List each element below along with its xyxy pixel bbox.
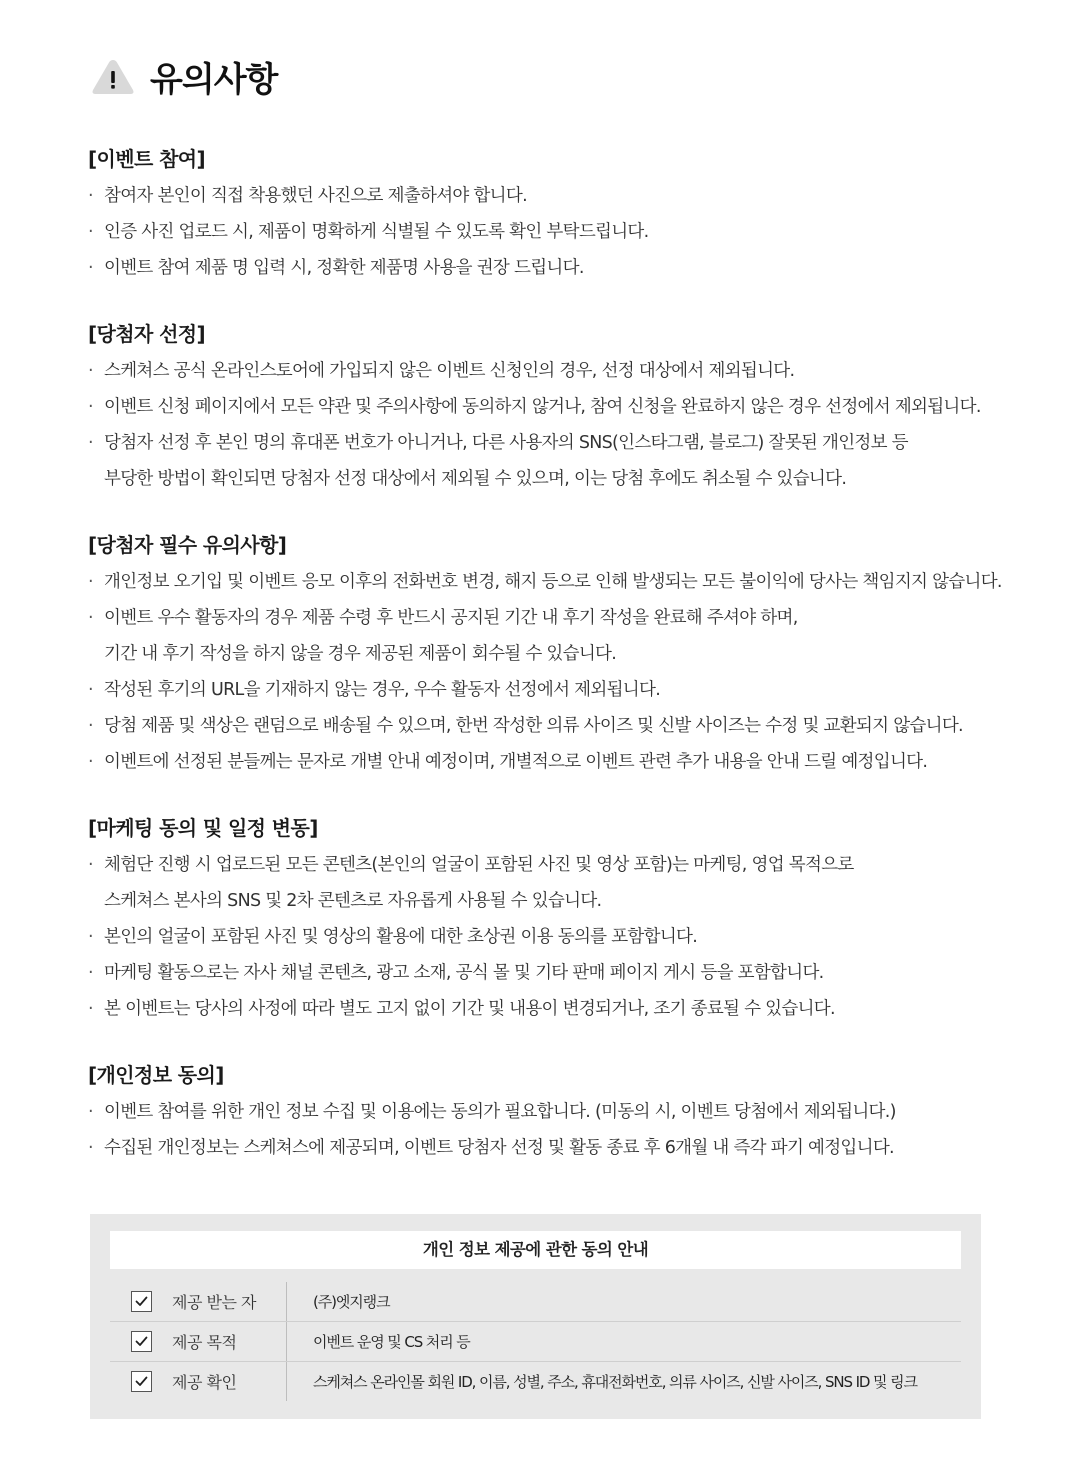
consent-box xyxy=(90,1214,981,1419)
checkmark-icon xyxy=(134,1294,149,1309)
section-title: [당첨자 필수 유의사항] xyxy=(88,533,287,557)
checkmark-icon xyxy=(134,1374,149,1389)
notice-item: · 당첨자 선정 후 본인 명의 휴대폰 번호가 아니거나, 다른 사용자의 SNS(인스타그램, 블로그) 잘못된 개인정보 등 부당한 방법이 확인되면 당첨자 선정 대상에서 제외될 수 있으며, 이는 당첨 후에도 취소될 수 있습니다. xyxy=(88,425,1028,497)
notice-item: · 스케쳐스 공식 온라인스토어에 가입되지 않은 이벤트 신청인의 경우, 선정 대상에서 제외됩니다. xyxy=(88,353,1028,389)
consent-checkbox[interactable] xyxy=(131,1331,152,1352)
section-title: [마케팅 동의 및 일정 변동] xyxy=(88,816,318,840)
consent-row-value: (주)엣지랭크 xyxy=(313,1293,390,1311)
notice-header xyxy=(90,52,277,101)
notice-section xyxy=(88,813,1028,1027)
notice-section xyxy=(88,1060,1028,1166)
notice-item: · 당첨 제품 및 색상은 랜덤으로 배송될 수 있으며, 한번 작성한 의류 사이즈 및 신발 사이즈는 수정 및 교환되지 않습니다. xyxy=(88,708,1028,744)
consent-title: 개인 정보 제공에 관한 동의 안내 xyxy=(110,1231,961,1269)
consent-row-value: 이벤트 운영 및 CS 처리 등 xyxy=(313,1333,470,1351)
section-title: [개인정보 동의] xyxy=(88,1063,224,1087)
column-divider xyxy=(286,1322,287,1361)
notice-item: · 이벤트 참여 제품 명 입력 시, 정확한 제품명 사용을 권장 드립니다. xyxy=(88,250,1028,286)
notice-item: · 참여자 본인이 직접 착용했던 사진으로 제출하셔야 합니다. xyxy=(88,178,1028,214)
checkmark-icon xyxy=(134,1334,149,1349)
notice-item: · 이벤트 우수 활동자의 경우 제품 수령 후 반드시 공지된 기간 내 후기 작성을 완료해 주셔야 하며, 기간 내 후기 작성을 하지 않을 경우 제공된 제품이 회수될 수 있습니다. xyxy=(88,600,1028,672)
consent-row xyxy=(110,1362,961,1401)
notice-sections xyxy=(88,144,1028,1199)
notice-item: · 개인정보 오기입 및 이벤트 응모 이후의 전화번호 변경, 해지 등으로 인해 발생되는 모든 불이익에 당사는 책임지지 않습니다. xyxy=(88,564,1028,600)
notice-section xyxy=(88,530,1028,780)
column-divider xyxy=(286,1362,287,1401)
notice-item: · 이벤트에 선정된 분들께는 문자로 개별 안내 예정이며, 개별적으로 이벤트 관련 추가 내용을 안내 드릴 예정입니다. xyxy=(88,744,1028,780)
consent-table xyxy=(110,1282,961,1401)
warning-icon xyxy=(90,54,136,100)
consent-row-label: 제공 받는 자 xyxy=(172,1293,256,1312)
notice-item: · 수집된 개인정보는 스케쳐스에 제공되며, 이벤트 당첨자 선정 및 활동 종료 후 6개월 내 즉각 파기 예정입니다. xyxy=(88,1130,1028,1166)
notice-item: · 이벤트 참여를 위한 개인 정보 수집 및 이용에는 동의가 필요합니다. (미동의 시, 이벤트 당첨에서 제외됩니다.) xyxy=(88,1094,1028,1130)
consent-row-label: 제공 확인 xyxy=(172,1373,237,1392)
consent-row-label: 제공 목적 xyxy=(172,1333,237,1352)
notice-section xyxy=(88,319,1028,497)
notice-item: · 마케팅 활동으로는 자사 채널 콘텐츠, 광고 소재, 공식 몰 및 기타 판매 페이지 게시 등을 포함합니다. xyxy=(88,955,1028,991)
notice-section xyxy=(88,144,1028,286)
section-title: [이벤트 참여] xyxy=(88,147,206,171)
consent-row xyxy=(110,1322,961,1362)
notice-item: · 본 이벤트는 당사의 사정에 따라 별도 고지 없이 기간 및 내용이 변경되거나, 조기 종료될 수 있습니다. xyxy=(88,991,1028,1027)
consent-checkbox[interactable] xyxy=(131,1371,152,1392)
page-title: 유의사항 xyxy=(150,60,278,100)
notice-item: · 이벤트 신청 페이지에서 모든 약관 및 주의사항에 동의하지 않거나, 참여 신청을 완료하지 않은 경우 선정에서 제외됩니다. xyxy=(88,389,1028,425)
notice-item: · 인증 사진 업로드 시, 제품이 명확하게 식별될 수 있도록 확인 부탁드립니다. xyxy=(88,214,1028,250)
column-divider xyxy=(286,1282,287,1321)
consent-row-value: 스케쳐스 온라인몰 회원 ID, 이름, 성별, 주소, 휴대전화번호, 의류 사이즈, 신발 사이즈, SNS ID 및 링크 xyxy=(313,1373,917,1391)
notice-item: · 본인의 얼굴이 포함된 사진 및 영상의 활용에 대한 초상권 이용 동의를 포함합니다. xyxy=(88,919,1028,955)
section-title: [당첨자 선정] xyxy=(88,322,206,346)
notice-item: · 작성된 후기의 URL을 기재하지 않는 경우, 우수 활동자 선정에서 제외됩니다. xyxy=(88,672,1028,708)
notice-item: · 체험단 진행 시 업로드된 모든 콘텐츠(본인의 얼굴이 포함된 사진 및 영상 포함)는 마케팅, 영업 목적으로 스케쳐스 본사의 SNS 및 2차 콘텐츠로 자유롭게 사용될 수 있습니다. xyxy=(88,847,1028,919)
consent-row xyxy=(110,1282,961,1322)
consent-checkbox[interactable] xyxy=(131,1291,152,1312)
